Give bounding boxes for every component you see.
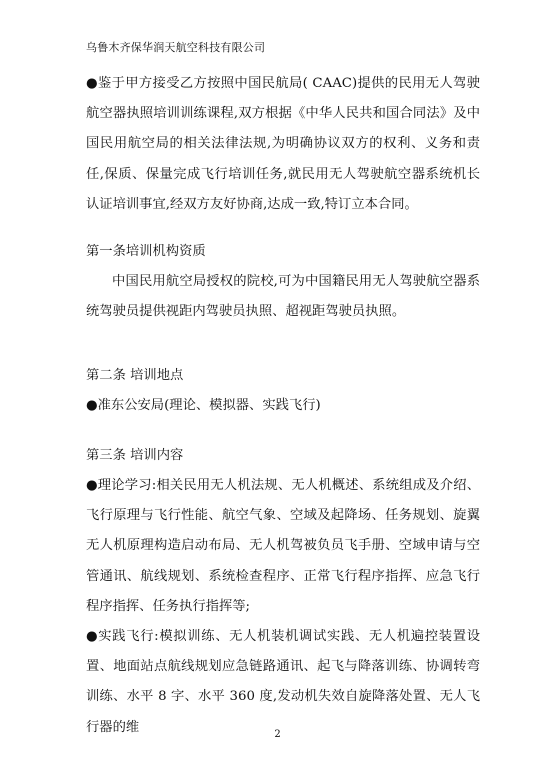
article2-heading-block [86,361,480,391]
article1-body: 中国民用航空局授权的院校,可为中国籍民用无人驾驶航空器系统驾驶员提供视距内驾驶员执照、超视距驾驶员执照。 [86,274,480,320]
intro-paragraph [86,69,480,220]
article3-practice: ●实践飞行:模拟训练、无人机装机调试实践、无人机遍控装置设置、地面站点航线规划应急链路通讯、起飞与降落训练、协调转弯训练、水平 8 字、水平 360 度,发动机失效自旋降落处置、无人飞行器的维 [86,629,480,735]
article3-practice-block [86,622,480,743]
company-header: 乌鲁木齐保华润天航空科技有限公司 [86,41,266,54]
article1-heading: 第一条培训机构资质 [86,244,206,259]
article1-body-block [86,267,480,327]
article3-theory-block [86,471,480,622]
article2-body-block [86,391,480,421]
article3-theory: ●理论学习:相关民用无人机法规、无人机概述、系统组成及介绍、飞行原理与飞行性能、航空气象、空域及起降场、任务规划、旋翼无人机原理构造启动布局、无人机驾被负员飞手册、空域申请与空管通讯、航线规划、系统检查程序、正常飞行程序指挥、应急飞行程序指挥、任务执行指挥等; [86,478,480,614]
page-number: 2 [274,729,281,740]
article2-body: ●准东公安局(理论、模拟器、实践飞行) [86,398,321,413]
article3-heading-block [86,441,480,471]
intro-text: ●鉴于甲方接受乙方按照中国民航局( CAAC)提供的民用无人驾驶航空器执照培训训练课程,双方根据《中华人民共和国合同法》及中国民用航空局的相关法律法规,为明确协议双方的权利、义务和责任,保质、保量完成飞行培训任务,就民用无人驾驶航空器系统机长认证培训事宜,经双方友好协商,达成一致,特订立本合同。 [86,76,480,212]
article3-heading: 第三条 培训内容 [86,448,184,463]
article1-heading-block [86,237,480,267]
article2-heading: 第二条 培训地点 [86,368,184,383]
